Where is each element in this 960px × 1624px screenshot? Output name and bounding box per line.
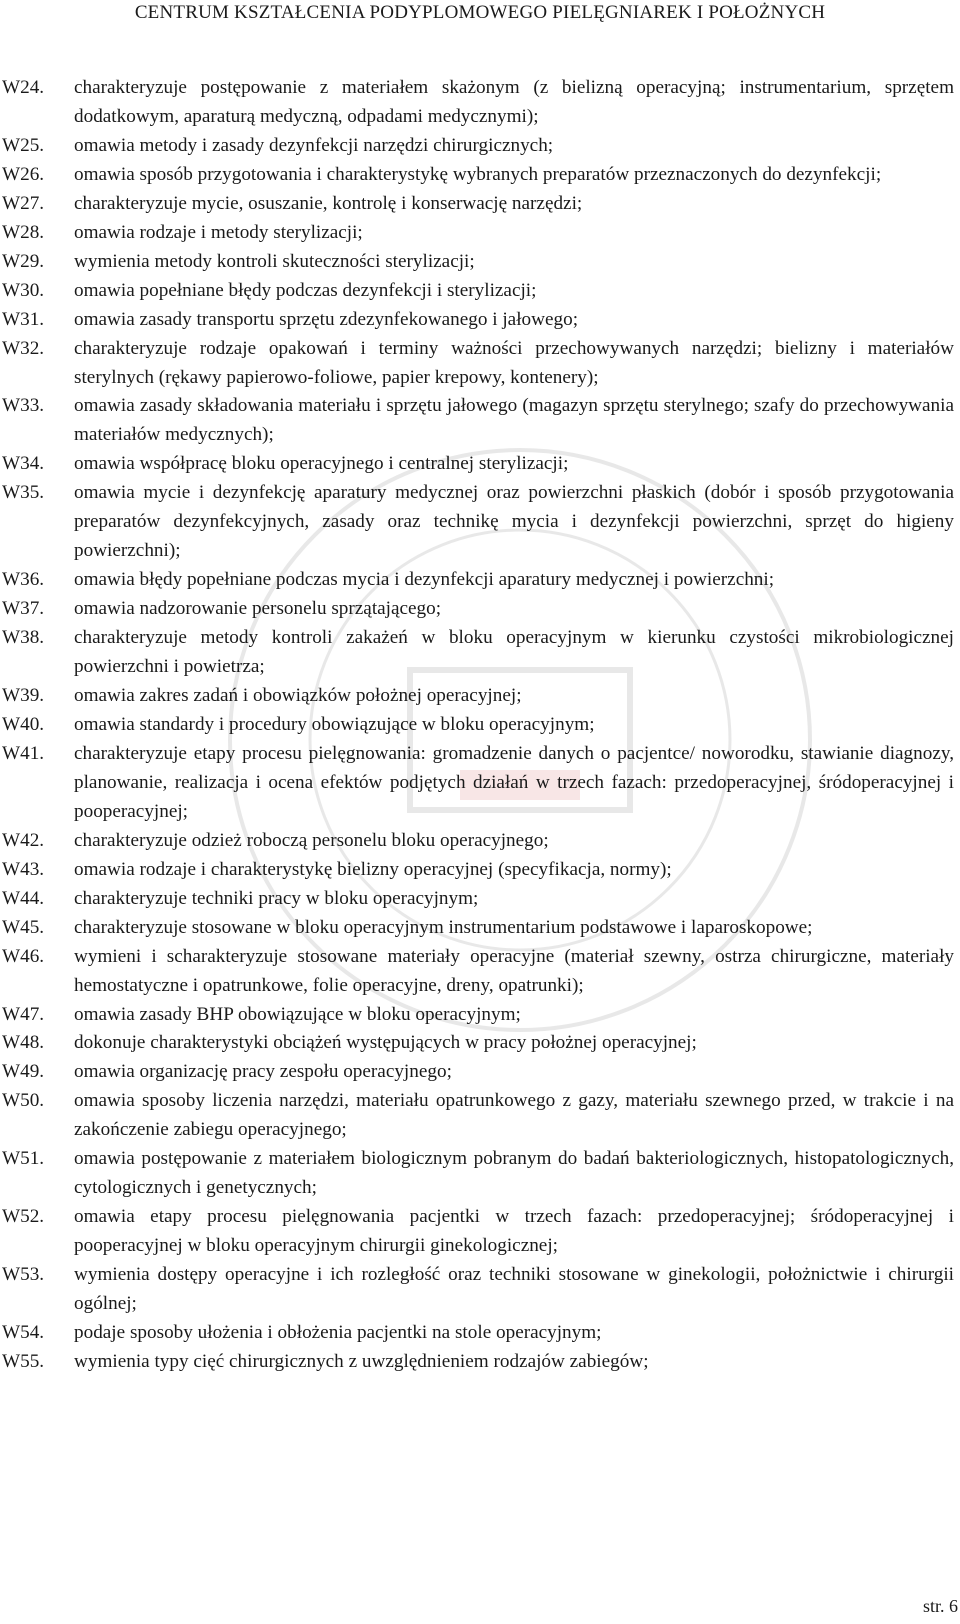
item-number: W41. [2,742,45,764]
list-item [2,1261,958,1319]
item-text: charakteryzuje techniki pracy w bloku operacyjnym; [74,887,479,909]
list-item [2,161,958,190]
item-number: W49. [2,1061,45,1083]
item-text: omawia metody i zasady dezynfekcji narzędzi chirurgicznych; [74,134,554,156]
item-number: W38. [2,627,45,649]
item-number: W36. [2,569,45,591]
list-item [2,595,958,624]
list-item [2,392,958,450]
item-number: W40. [2,713,45,735]
list-item [2,856,958,885]
item-number: W26. [2,163,45,185]
item-text: charakteryzuje etapy procesu pielęgnowania: gromadzenie danych o pacjentce/ noworodku, stawianie diagnozy, planowanie, realizacja i ocena efektów podjętych działań w trzech fazach: przedoperacyjnej, śródoperacyjnej i pooperacyjnej; [74,742,954,822]
item-text: omawia organizację pracy zespołu operacyjnego; [74,1061,452,1083]
item-text: dokonuje charakterystyki obciążeń występujących w pracy położnej operacyjnej; [74,1032,697,1054]
item-number: W53. [2,1264,45,1286]
item-text: omawia zakres zadań i obowiązków położnej operacyjnej; [74,685,522,707]
item-text: charakteryzuje rodzaje opakowań i terminy ważności przechowywanych narzędzi; bielizny i materiałów sterylnych (rękawy papierowo-foliowe, papier krepowy, kontenery); [74,337,954,388]
page-header: CENTRUM KSZTAŁCENIA PODYPLOMOWEGO PIELĘGNIAREK I POŁOŻNYCH [134,2,826,23]
item-text: charakteryzuje stosowane w bloku operacyjnym instrumentarium podstawowe i laparoskopowe; [74,916,813,938]
item-number: W33. [2,395,45,417]
item-number: W37. [2,598,45,620]
item-text: podaje sposoby ułożenia i obłożenia pacjentki na stole operacyjnym; [74,1321,602,1343]
list-item [2,190,958,219]
list-item [2,1203,958,1261]
item-number: W47. [2,1003,45,1025]
item-text: omawia standardy i procedury obowiązujące w bloku operacyjnym; [74,713,595,735]
list-item [2,1348,958,1377]
item-number: W44. [2,887,45,909]
item-text: charakteryzuje odzież roboczą personelu bloku operacyjnego; [74,829,549,851]
item-text: wymienia typy cięć chirurgicznych z uwzględnieniem rodzajów zabiegów; [74,1350,649,1372]
item-text: charakteryzuje mycie, osuszanie, kontrolę i konserwację narzędzi; [74,192,583,214]
item-number: W35. [2,482,45,504]
item-text: omawia zasady transportu sprzętu zdezynfekowanego i jałowego; [74,308,579,330]
item-text: omawia popełniane błędy podczas dezynfekcji i sterylizacji; [74,279,537,301]
item-number: W24. [2,77,45,98]
learning-outcomes-list [2,74,958,1377]
item-number: W50. [2,1090,45,1112]
page-number: str. 6 [922,1596,958,1616]
item-number: W39. [2,685,45,707]
item-number: W25. [2,134,45,156]
item-number: W28. [2,221,45,243]
list-item [2,248,958,277]
list-item [2,132,958,161]
item-number: W27. [2,192,45,214]
item-number: W46. [2,945,45,967]
item-text: charakteryzuje metody kontroli zakażeń w bloku operacyjnym w kierunku czystości mikrobiologicznej powierzchni i powietrza; [74,627,954,678]
list-item [2,711,958,740]
list-item [2,1058,958,1087]
item-text: charakteryzuje postępowanie z materiałem skażonym (z bielizną operacyjną; instrumentarium, sprzętem dodatkowym, aparaturą medyczną, odpadami medycznymi); [74,77,954,127]
list-item [2,1029,958,1058]
list-item [2,306,958,335]
item-text: omawia mycie i dezynfekcję aparatury medycznej oraz powierzchni płaskich (dobór i sposób przygotowania preparatów dezynfekcyjnych, zasady oraz technikę mycia i dezynfekcji powierzchni, sprzęt do higieny powierzchni); [74,482,954,562]
item-text: omawia rodzaje i metody sterylizacji; [74,221,363,243]
item-number: W32. [2,337,45,359]
list-item [2,1001,958,1030]
item-text: omawia zasady składowania materiału i sprzętu jałowego (magazyn sprzętu sterylnego; szafy do przechowywania materiałów medycznych); [74,395,954,446]
item-text: omawia postępowanie z materiałem biologicznym pobranym do badań bakteriologicznych, histopatologicznych, cytologicznych i genetycznych; [74,1148,954,1199]
list-item [2,219,958,248]
item-number: W43. [2,858,45,880]
list-item [2,566,958,595]
item-text: wymienia dostępy operacyjne i ich rozległość oraz techniki stosowane w ginekologii, położnictwie i chirurgii ogólnej; [74,1264,954,1315]
item-text: omawia nadzorowanie personelu sprzątającego; [74,598,442,620]
list-item [2,943,958,1001]
item-text: omawia sposoby liczenia narzędzi, materiału opatrunkowego z gazy, materiału szewnego przed, w trakcie i na zakończenie zabiegu operacyjnego; [74,1090,954,1141]
item-number: W29. [2,250,45,272]
item-text: omawia rodzaje i charakterystykę bielizny operacyjnej (specyfikacja, normy); [74,858,672,880]
item-number: W34. [2,453,45,475]
item-text: omawia sposób przygotowania i charakterystykę wybranych preparatów przeznaczonych do dezynfekcji; [74,163,882,185]
list-item [2,740,958,827]
item-number: W52. [2,1206,45,1228]
item-number: W55. [2,1350,45,1372]
item-text: omawia etapy procesu pielęgnowania pacjentki w trzech fazach: przedoperacyjnej; śródoperacyjnej i pooperacyjnej w bloku operacyjnym chirurgii ginekologicznej; [74,1206,954,1257]
item-text: omawia zasady BHP obowiązujące w bloku operacyjnym; [74,1003,521,1025]
list-item [2,914,958,943]
list-item [2,450,958,479]
list-item [2,1319,958,1348]
item-text: omawia błędy popełniane podczas mycia i dezynfekcji aparatury medycznej i powierzchni; [74,569,775,591]
item-number: W45. [2,916,45,938]
list-item [2,1087,958,1145]
item-text: wymieni i scharakteryzuje stosowane materiały operacyjne (materiał szewny, ostrza chirurgiczne, materiały hemostatyczne i opatrunkowe, folie operacyjne, dreny, opatrunki); [74,945,954,996]
item-number: W42. [2,829,45,851]
item-text: wymienia metody kontroli skuteczności sterylizacji; [74,250,475,272]
list-item [2,885,958,914]
list-item [2,335,958,393]
list-item [2,682,958,711]
item-number: W51. [2,1148,45,1170]
list-item [2,74,958,132]
item-number: W31. [2,308,45,330]
list-item [2,479,958,566]
list-item [2,1145,958,1203]
list-item [2,624,958,682]
item-number: W54. [2,1321,45,1343]
list-item [2,277,958,306]
item-text: omawia współpracę bloku operacyjnego i centralnej sterylizacji; [74,453,569,475]
item-number: W48. [2,1032,45,1054]
item-number: W30. [2,279,45,301]
list-item [2,827,958,856]
